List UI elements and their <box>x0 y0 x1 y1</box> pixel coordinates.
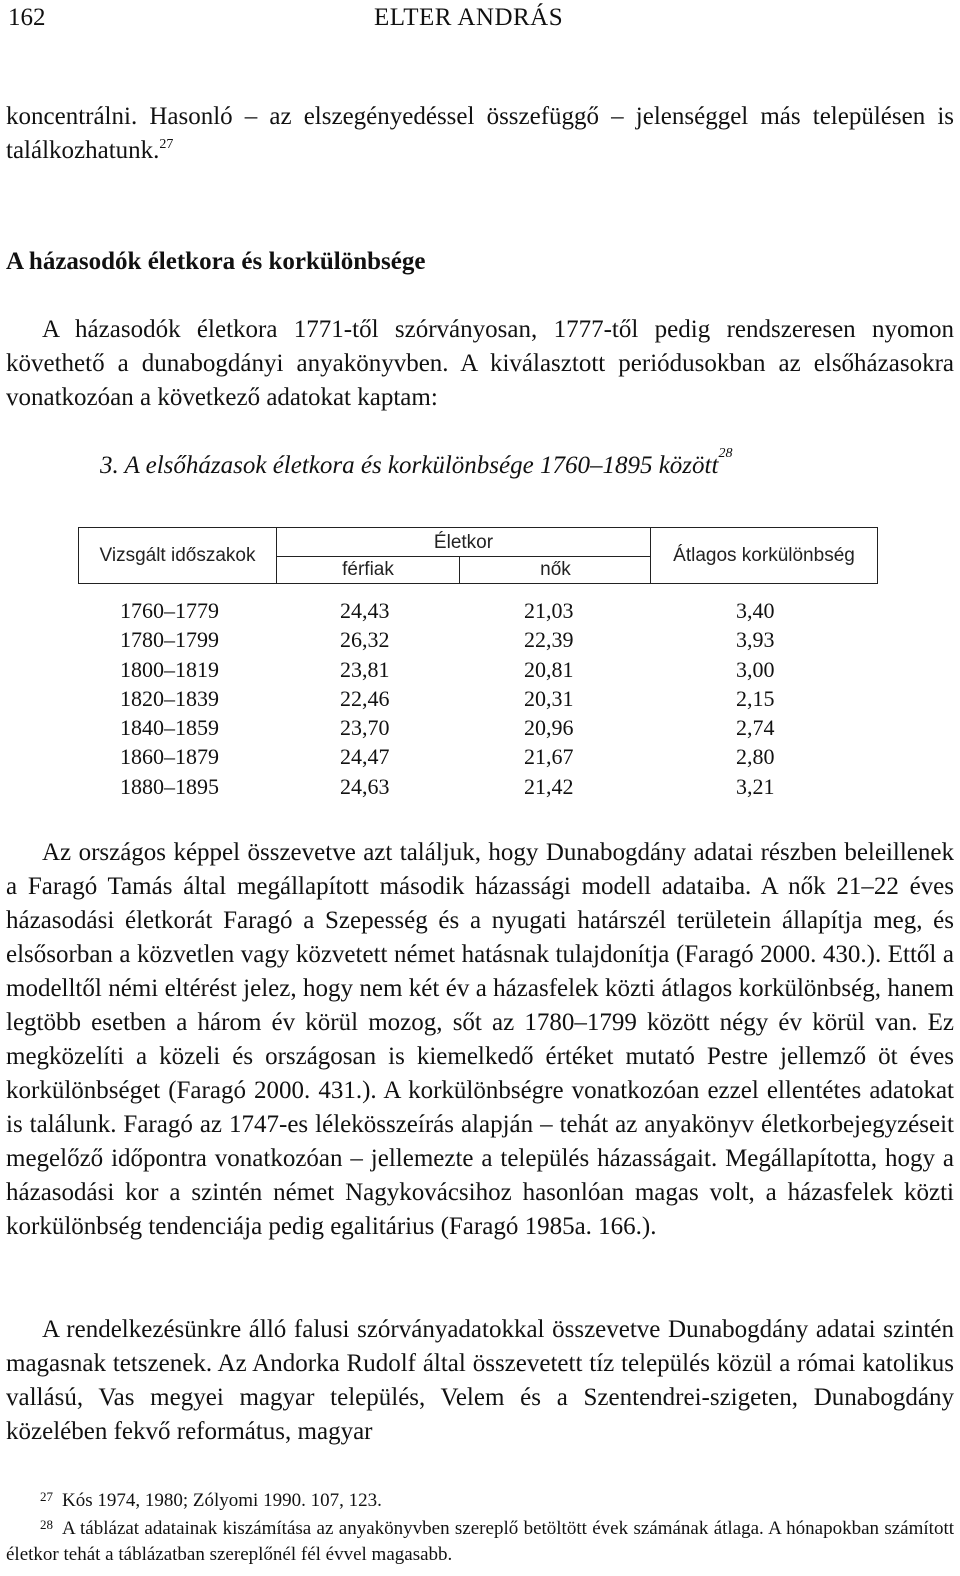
table-row <box>78 742 878 771</box>
table-caption <box>100 446 733 480</box>
footnote-27-number: 27 <box>40 1489 53 1504</box>
cell-women: 20,96 <box>524 715 574 741</box>
header-age: Életkor <box>433 532 494 553</box>
cell-avg-diff: 3,00 <box>736 656 775 682</box>
page-number: 162 <box>8 4 46 31</box>
footnote-27 <box>6 1488 954 1514</box>
cell-women: 21,42 <box>524 773 574 799</box>
cell-period: 1860–1879 <box>120 744 219 770</box>
cell-men: 22,46 <box>340 685 390 711</box>
cell-men: 24,47 <box>340 744 390 770</box>
cell-men: 26,32 <box>340 627 390 653</box>
cell-men: 24,63 <box>340 773 390 799</box>
cell-period: 1880–1895 <box>120 773 219 799</box>
paragraph-intro-text: koncentrálni. Hasonló – az elszegényedéssel összefüggő – jelenséggel más településen is találkozhatunk. <box>6 103 954 164</box>
cell-avg-diff: 3,93 <box>736 627 775 653</box>
footnote-ref-27: 27 <box>159 137 174 152</box>
cell-women: 20,81 <box>524 656 574 682</box>
paragraph-intro <box>6 100 954 168</box>
cell-avg-diff: 2,80 <box>736 744 775 770</box>
footnote-27-text: Kós 1974, 1980; Zólyomi 1990. 107, 123. <box>62 1490 382 1511</box>
footnote-28-text: A táblázat adatainak kiszámítása az anyakönyvben szereplő betöltött évek számának átlaga. A hónapokban számított életkor tehát a táblázatban szereplőnél fél évvel magasabb. <box>6 1518 954 1565</box>
table-row <box>78 772 878 801</box>
footnotes <box>6 1488 954 1568</box>
footnote-ref-28: 28 <box>718 446 733 461</box>
header-periods: Vizsgált időszakok <box>79 528 277 583</box>
table-row <box>78 596 878 625</box>
cell-men: 23,70 <box>340 715 390 741</box>
table-row <box>78 713 878 742</box>
cell-avg-diff: 2,15 <box>736 685 775 711</box>
table-row <box>78 625 878 654</box>
paragraph-villages: A rendelkezésünkre álló falusi szórványadatokkal összevetve Dunabogdány adatai szintén magasnak tetszenek. Az Andorka Rudolf által összevetett tíz település közül a római katolikus vallású, Vas megyei magyar település, Velem és a Szentendrei-szigeten, Dunabogdány közelében fekvő református, magyar <box>6 1316 954 1445</box>
header-men: férfiak <box>277 556 460 584</box>
paragraph-age-data: A házasodók életkora 1771-től szórványosan, 1777-től pedig rendszeresen nyomon követhető a dunabogdányi anyakönyvben. A kiválasztott periódusokban az elsőházasokra vonatkozóan a következő adatokat kaptam: <box>6 316 954 411</box>
cell-women: 22,39 <box>524 627 574 653</box>
section-heading: A házasodók életkora és korkülönbsége <box>6 248 426 275</box>
running-header <box>8 0 952 38</box>
cell-period: 1800–1819 <box>120 656 219 682</box>
cell-men: 23,81 <box>340 656 390 682</box>
cell-women: 21,67 <box>524 744 574 770</box>
table-row <box>78 655 878 684</box>
footnote-28-number: 28 <box>40 1517 53 1532</box>
cell-women: 20,31 <box>524 685 574 711</box>
cell-avg-diff: 3,40 <box>736 598 775 623</box>
header-age-group <box>277 528 651 583</box>
cell-avg-diff: 3,21 <box>736 773 775 799</box>
table-body <box>78 596 878 801</box>
cell-period: 1780–1799 <box>120 627 219 653</box>
cell-women: 21,03 <box>524 598 574 623</box>
cell-avg-diff: 2,74 <box>736 715 775 741</box>
running-head-author: ELTER ANDRÁS <box>374 4 564 31</box>
cell-period: 1760–1779 <box>120 598 219 623</box>
footnote-28 <box>6 1516 954 1568</box>
table-header <box>78 527 878 584</box>
table-row <box>78 684 878 713</box>
header-women: nők <box>460 556 651 584</box>
cell-period: 1820–1839 <box>120 685 219 711</box>
cell-men: 24,43 <box>340 598 390 623</box>
paragraph-comparison: Az országos képpel összevetve azt találjuk, hogy Dunabogdány adatai részben beleillenek a Faragó Tamás által megállapított második házassági modell adataiba. A nők 21–22 éves házasodási életkorát Faragó a Szepesség és a nyugati határszél területein állapítja meg, és elsősorban a közvetlen vagy közvetett német hatásnak tulajdonítja (Faragó 2000. 430.). Ettől a modelltől némi eltérést jelez, hogy nem két év a házasfelek közti átlagos korkülönbség, hanem legtöbb esetben a három év körül mozog, sőt az 1780–1799 között négy év körül van. Ez megközelíti a közeli és országosan is kiemelkedő értéket mutató Pestre jellemző öt éves korkülönbséget (Faragó 2000. 431.). A korkülönbségre vonatkozóan ezzel ellentétes adatokat is találunk. Faragó az 1747-es lélekösszeírás alapján – tehát az anyakönyv életkorbejegyzéseit megelőző időpontra vonatkozóan – jellemezte a település házasságait. Megállapította, hogy a házasodási kor a szintén német Nagykovácsihoz hasonlóan magas volt, a házasfelek közti korkülönbség tendenciája pedig egalitárius (Faragó 1985a. 166.). <box>6 839 954 1240</box>
header-avg-diff: Átlagos korkülönbség <box>673 544 855 566</box>
cell-period: 1840–1859 <box>120 715 219 741</box>
table-caption-text: 3. A elsőházasok életkora és korkülönbsége 1760–1895 között <box>100 452 719 479</box>
